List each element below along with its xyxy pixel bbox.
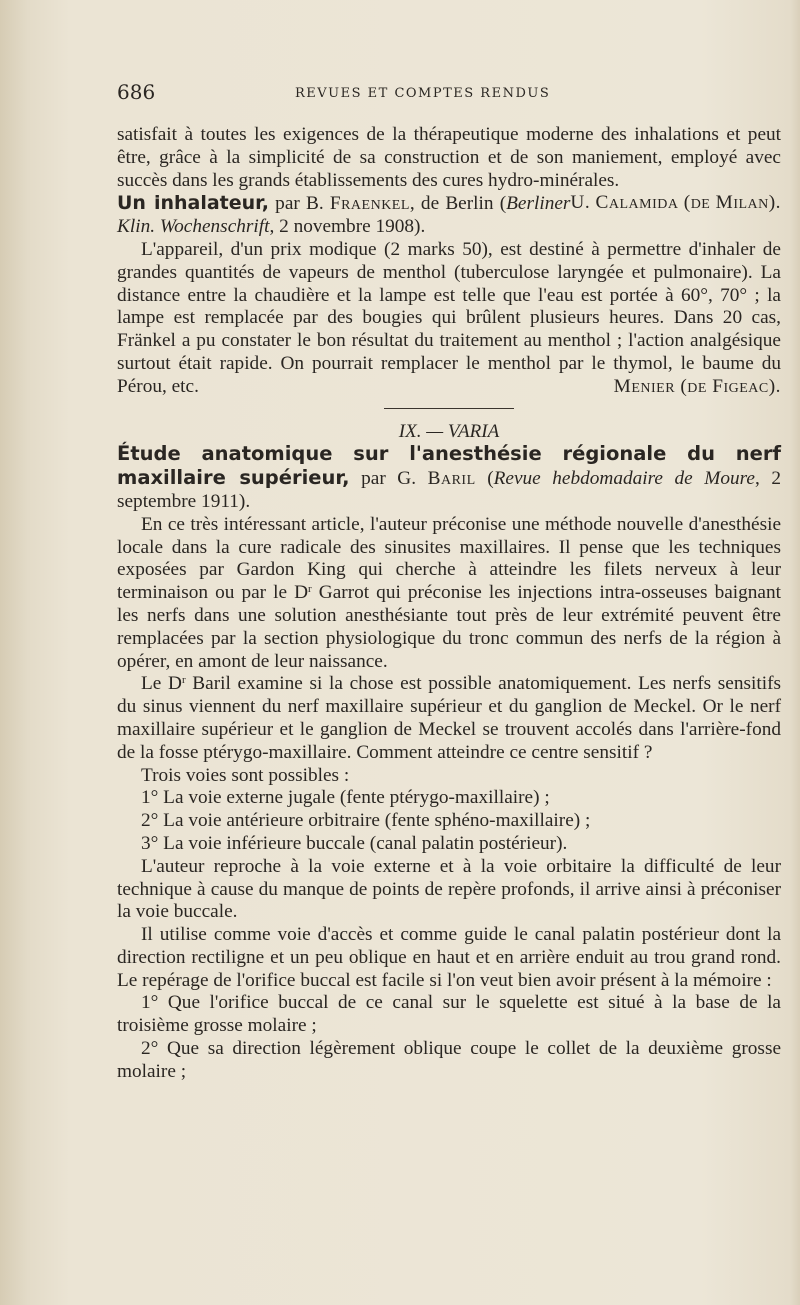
page-header: [117, 80, 777, 108]
running-head: REVUES ET COMPTES RENDUS: [295, 86, 551, 101]
article-heading: [117, 443, 781, 513]
review-author: Fraenkel: [329, 193, 410, 215]
review-location: , de Berlin (: [409, 193, 507, 215]
page-number: 686: [117, 80, 156, 104]
signature: U. Calamida (de Milan).: [570, 192, 781, 214]
article-journal: Revue hebdomadaire de Moure: [493, 468, 755, 490]
paragraph-article-intro: [117, 514, 781, 674]
paragraph-text: Garrot qui préconise les injections intra-osseuses baignant les nerfs dans une solution anesthésiante tout près de leur extrémité peuvent être remplacées par la section physiologique du tronc commun des nerfs de la région à opérer, en amont de leur naissance.: [117, 582, 781, 672]
paragraph-voies: Trois voies sont possibles :: [141, 764, 350, 786]
paragraph-point-2: 2° Que sa direction légèrement oblique coupe le collet de la deuxième grosse molaire ;: [117, 1038, 781, 1082]
list-item: 2° La voie antérieure orbitraire (fente sphéno-maxillaire) ;: [141, 810, 591, 832]
section-title: IX. — VARIA: [398, 420, 500, 442]
superscript: r: [181, 674, 186, 687]
paragraph-inhalateur: [117, 239, 781, 399]
review-date: , 2 novembre 1908).: [269, 216, 426, 238]
paragraph-point-1: 1° Que l'orifice buccal de ce canal sur le squelette est situé à la base de la troisième grosse molaire ;: [117, 992, 781, 1037]
article-date: , 2 septembre 1911).: [117, 468, 782, 512]
review-journal: Berliner Klin. Wochenschrift: [117, 193, 571, 238]
paragraph-text: Baril examine si la chose est possible anatomiquement. Les nerfs sensitifs du sinus viennent du nerf maxillaire supérieur et du ganglion de Meckel. Or le nerf maxillaire supérieur et le ganglion de Meckel se trouvent accolés dans l'arrière-fond de la fosse ptérygo-maxillaire. Comment atteindre ce centre sensitif ?: [117, 673, 781, 763]
review-title: Un inhalateur,: [117, 192, 269, 215]
paragraph-canal: Il utilise comme voie d'accès et comme guide le canal palatin postérieur dont la direction rectiligne et un peu oblique en haut et en arrière enduit au trou grand rond. Le repérage de l'orifice buccal est facile si l'on veut bien avoir présent à la mémoire :: [117, 924, 781, 991]
article-paren: (: [475, 468, 494, 490]
list-item: 3° La voie inférieure buccale (canal palatin postérieur).: [141, 832, 568, 854]
article-author: Baril: [427, 468, 476, 490]
paragraph-text: L'appareil, d'un prix modique (2 marks 50), est destiné à permettre d'inhaler de grandes quantités de vapeurs de menthol (tuberculose laryngée et pulmonaire). La distance entre la chaudière et la lampe est telle que l'eau est portée à 60°, 70° ; la lampe est remplacée par des bougies qui brûlent plusieurs heures. Dans 20 cas, Fränkel a pu constater le bon résultat du traitement au menthol ; l'action analgésique surtout était rapide. On pourrait remplacer le menthol par le thymol, le baume du Pérou, etc.: [117, 238, 781, 397]
paragraph-text: Le D: [141, 673, 182, 695]
section-rule: [384, 408, 514, 409]
article-by: par G.: [349, 468, 428, 490]
article-title: Étude anatomique sur l'anesthésie régionale du nerf maxillaire supérieur,: [117, 442, 781, 490]
review-by: par B.: [275, 193, 330, 215]
list-item: 1° La voie externe jugale (fente ptérygo-maxillaire) ;: [141, 787, 550, 809]
superscript: r: [308, 583, 312, 596]
paragraph-baril: [117, 673, 781, 764]
paragraph-reproche: L'auteur reproche à la voie externe et à la voie orbitaire la difficulté de leur technique à cause du manque de points de repère profonds, il arrive ainsi à préconiser la voie buccale.: [117, 855, 781, 923]
paragraph-text: satisfait à toutes les exigences de la thérapeutique moderne des inhalations et peut être, grâce à la simplicité de sa construction et de son maniement, employé avec succès dans les grands établissements des cures hydro-minérales.: [117, 124, 781, 191]
body-text: [117, 124, 781, 1084]
signature: Menier (de Figeac).: [613, 375, 781, 397]
paragraph-text: En ce très intéressant article, l'auteur préconise une méthode nouvelle d'anesthésie locale dans la cure radicale des sinusites maxillaires. Il pense que les techniques exposées par Gardon King qui cherche à atteindre les filets nerveux à leur terminaison ou par le D: [117, 513, 781, 604]
